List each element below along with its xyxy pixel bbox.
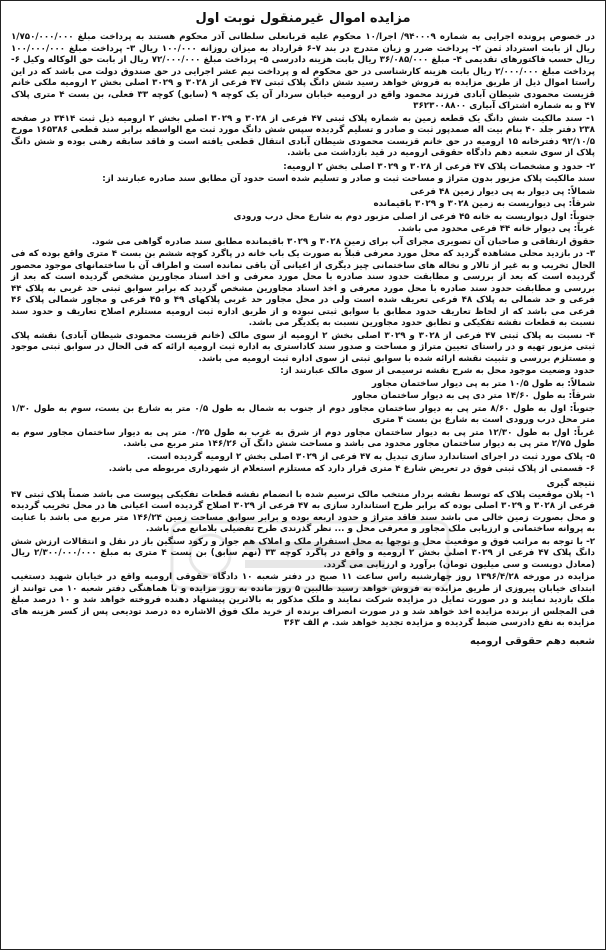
section-4-west: غرباً: اول به طول ۱۲/۳۰ متر پی به دیوار ساختمان مجاور دوم از شرق به غرب به طول ۰/۲۵ متر پی به دیوار ساختمان مجاور سوم به طول ۲/۷۵ متر پی به دیوار ساختمان مجاور محدود می باشد و مساحت شش دانگ آن ۱۴۶/۲۶ متر مربع می باشد.: [11, 427, 595, 449]
section-4-north: شمالاً: به طول ۱۰/۵ متر به پی دیوار ساختمان مجاور: [371, 378, 595, 389]
issuer-signature: شعبه دهم حقوقی ارومیه: [469, 635, 595, 647]
auction-details: مزایده در مورخه ۱۳۹۶/۴/۲۸ روز چهارشنبه راس ساعت ۱۱ صبح در دفتر شعبه ۱۰ دادگاه حقوقی ارومیه واقع در خیابان شهید دستغیب ابتدای خیابان پیروزی از طریق مزایده به فروش خواهد رسید طالبین ۵ روز مانده به روز مزایده و با هماهنگی دفتر شعبه ۱۰ می توانند از ملک بازدید نمایند و در صورت تمایل در مزایده شرکت نمایند و ملک مذکور به بالاترین پیشنهاد دهنده فروخته خواهد شد و ۱۰ درصد مبلغ فی المجلس از برنده مزایده اخذ خواهد شد و در صورت انصراف برنده از خرید ملک فوق الاشاره ده درصد تودیعی پس از کسر هزینه های مزایده به نفع دادرسی ضبط گردیده و مزایده تجدید خواهد شد. م الف ۳۶۳: [11, 572, 595, 628]
section-2-south: جنوباً: اول دیواریست به خانه ۴۵ فرعی از اصلی مزبور دوم به شارع محل درب ورودی: [233, 211, 595, 222]
conclusion-heading: نتیجه گیری: [546, 478, 595, 489]
section-3: ۳- در بازدید محلی مشاهده گردید که محل مورد معرفی قبلاً به صورت یک باب خانه در پاگرد کوچه ششم بن بست ۴ متری واقع بوده که فی الحال تخریب و به غیر از تالار و نخاله های ساختمانی چیز دیگری از اعیانی آن باقی نمانده است و اطراف آن با ساختمانهای موجود محصور گردیده است که بعد از بررسی و مطابقت حدود سند صادره با محل مورد معرفی و اخذ اسناد مجاورین مشخص گردیده است که بعد از بررسی و مطابقت حدود سند صادره با محل مورد معرفی و اخذ اسناد مجاورین مشخص گردید که برابر سوابق ثبتی حد غربی به پلاک ۴۴ فرعی و حد شمالی به پلاک ۴۸ فرعی تعریف شده است ولی در محل مجاور حد غربی پلاکهای ۴۹ و ۴۵ فرعی و مجاور شمالی پلاک ۴۶ فرعی می باشد که از لحاظ تعاریف حدود مطابق با سوابق ثبتی نبوده و از طریق اداره ثبت ارومیه مستلزم اصلاح تعاریف و حدود سند نسبت به قطعات نقشه تفکیکی و تطابق حدود مجاورین نسبت به یکدیگر می باشد.: [11, 249, 595, 328]
section-4: ۴- نسبت به پلاک ثبتی ۴۷ فرعی از ۳۰۲۸ و ۳۰۲۹ اصلی بخش ۲ ارومیه از سوی مالک (خانم قزیست محمودی شیطان آبادی) نقشه پلاک ثبتی مزبور تهیه و در راستای تعیین متراژ و مساحت و صدور سند کاداستری به اداره ثبت ارومیه ارائه که فی الحال در سوابق ثبتی موجود و مستلزم بررسی و تثبیت نقشه ارائه شده با سوابق ثبتی از سوی اداره ثبت ارومیه می باشد.: [11, 330, 595, 364]
section-1: ۱- سند مالکیت شش دانگ یک قطعه زمین به شماره پلاک ثبتی ۴۷ فرعی از ۳۰۲۸ و ۳۰۲۹ اصلی بخش ۲ ارومیه ذیل ثبت ۳۴۱۴ در صفحه ۲۳۸ دفتر جلد ۴۰ بنام بیت اله صمدپور ثبت و صادر و تسلیم گردیده سپس شش دانگ مورد ثبت مع الواسطه برابر سند قطعی ۱۶۵۳۸۶ مورخ ۹۲/۱۰/۵ دفترخانه ۱۵ ارومیه در حق خانم قزیست محمودی شیطان آبادی انتقال قطعی یافته است و فاقد سابقه رهنی بوده و شش دانگ پلاک از سوی شعبه دهم دادگاه حقوقی ارومیه در قید بازداشت می باشد.: [11, 113, 596, 158]
section-2-east: شرقاً: پی دیواریست به زمین ۳۰۲۸ و ۳۰۲۹ باقیمانده: [373, 199, 595, 209]
section-2-deed: سند مالکیت پلاک مزبور بدون متراژ و مساحت ثبت و صادر و تسلیم شده است حدود آن مطابق سند صادره عبارتند از:: [102, 174, 595, 184]
section-4-south: جنوباً: اول به طول ۸/۶۰ متر پی به دیوار ساختمان مجاور دوم از جنوب به شمال به طول ۰/۵ متر به شارع بن بست، سوم به طول ۱/۳۰ متر محل درب ورودی است به شارع بن بست ۴ متری: [11, 403, 595, 425]
conclusion-2: ۲- با توجه به مراتب فوق و موقعیت محل و توجها به محل استقرار ملک و املاک هم جوار و رکود سنگین باز در نقل و انتقالات ارزش شش دانگ پلاک ۴۷ فرعی از ۳۰۲۹ اصلی بخش ۲ ارومیه و واقع در پاگرد کوچه ۳۳ (نهم سابق) بن بست ۴ متری به مبلغ ۲/۳۰۰/۰۰۰/۰۰۰ ریال (معادل دویست و سی میلیون تومان) برآورد و ارزیابی می گردد.: [11, 536, 596, 570]
intro-paragraph: در خصوص پرونده اجرایی به شماره ۹۴۰۰۰۹/ اجرا/۱۰ محکوم علیه قربانعلی سلطانی آذر محکوم هستند به پرداخت مبلغ ۱/۷۵۰/۰۰۰/۰۰۰ ریال از بابت استرداد ثمن ۲- پرداخت ضرر و زیان متدرج در بند ۷-۶ قرارداد به میزان روزانه ۱۰۰/۰۰۰ ریال ۳- پرداخت مبلغ ۱۰۰/۰۰۰/۰۰۰ ریال حسب فاکتورهای تقدیمی ۴- مبلغ ۳۶/۰۸۵/۰۰۰ ریال بابت هزینه دادرسی ۵- پرداخت مبلغ ۷۲/۰۰۰/۰۰۰ ریال از بابت حق الوکاله وکیل ۶- پرداخت مبلغ ۲/۰۰۰/۰۰۰ ریال بابت هزینه کارشناسی در حق محکوم له و پرداخت نیم عشر اجرایی در حق صندوق دولت می باشد که در این راستا اموال ذیل از طریق مزایده به فروش خواهد رسید شش دانگ پلاک ثبتی ۴۷ فرعی از ۳۰۲۸ و ۳۰۲۹ اصلی بخش ۲ ارومیه ملکی خانم قزیست محمودی شیطان آبادی فرزند محمود واقع در ارومیه خیابان سردار آن یک کوچه ۹ (سابق) کوچه ۳۳ فعلی، بن بست ۴ متری پلاک ۴۷ و به شماره اشتراک آبیاری ۳۶۲۳۰۰۸۸۰۰: [11, 32, 596, 111]
section-6: ۶- قسمتی از پلاک ثبتی فوق در تعریض شارع ۴ متری قرار دارد که مستلزم استعلام از شهرداری مربوطه می باشد.: [108, 464, 595, 474]
section-2-heading: ۲- حدود و مشخصات پلاک ۴۷ فرعی از ۳۰۲۸ و ۳۰۲۹ اصلی بخش ۲ ارومیه:: [283, 161, 595, 172]
section-5: ۵- پلاک مورد ثبت در اجرای استاندارد سازی تبدیل به ۴۷ فرعی از ۳۰۲۹ اصلی بخش ۲ ارومیه گردیده است.: [146, 451, 595, 462]
notice-title: مزایده اموال غیرمنقول نوبت اول: [195, 11, 411, 26]
section-2-easement: حقوق ارتفاقی و صاحبان آن تصویری مجرای آب برای زمین ۳۰۲۸ و ۳۰۲۹ باقیمانده مطابق سند صادره گواهی می شود.: [91, 236, 595, 247]
section-4-boundaries: حدود وضعیت موجود محل به شرح نقشه ترسیمی از سوی مالک عبارتند از:: [280, 366, 595, 376]
conclusion-1: ۱- پلان موقعیت پلاک که توسط نقشه بردار منتخب مالک ترسیم شده با انضمام نقشه قطعات تفکیکی پیوست می باشد ضمناً پلاک ثبتی ۴۷ فرعی از ۳۰۲۸ و ۳۰۲۹ اصلی بوده که برابر طرح استاندارد سازی به ۴۷ فرعی از ۳۰۲۹ اصلاح گردیده است اعیانی ها در محل تخریب گردیده و محل بصورت زمین خالی می باشد سند فاقد متراژ و حدود اربعه بوده و برابر سوابق مساحت زمین ۱۴۶/۲۴ متر مربع می باشد با عنایت به پروانه ساختمانی و ارزیابی ملک مجاور و معرفی محل و ... نظر گذرندی طرح تفضیلی بلامانع می باشد.: [11, 489, 595, 534]
section-2-north: شمالاً: پی دیوار به پی دیوار زمین ۴۸ فرعی: [410, 186, 595, 197]
section-4-east: شرقاً: به طول ۱۴/۶۰ متر دی پی به دیوار ساختمان مجاور: [352, 391, 595, 401]
section-2-west: غرباً: پی دیوار خانه ۴۴ فرعی محدود می باشد.: [397, 224, 595, 234]
